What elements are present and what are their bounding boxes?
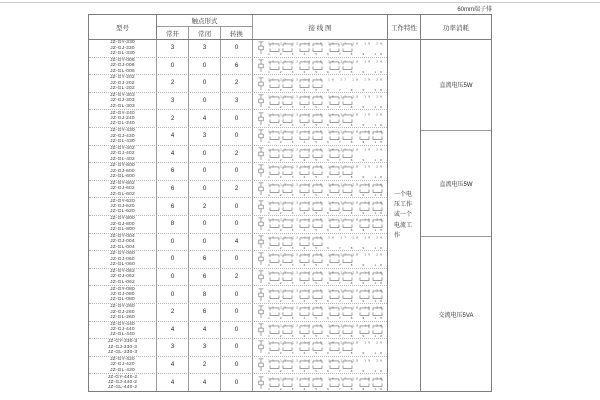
table-row xyxy=(89,145,387,163)
model-name: JZ-GJ-402 xyxy=(110,151,135,157)
changeover-count: 2 xyxy=(220,75,252,92)
model-name: JZ-GY-330 xyxy=(110,40,135,46)
table-row xyxy=(89,127,387,145)
wiring-diagram-cell xyxy=(252,198,387,215)
normally-closed-count: 0 xyxy=(188,93,220,110)
model-name: JZ-GJ-303 xyxy=(110,98,135,104)
model-name: JZ-GY-260 xyxy=(110,304,135,310)
svg-text:1 2 3 4 5 6 7 8 9 10: 1 2 3 4 5 6 7 8 9 10 xyxy=(267,298,382,303)
wiring-diagram-cell xyxy=(252,234,387,251)
normally-open-count: 3 xyxy=(156,339,188,356)
power-consumption-cell: 交流电压5VA xyxy=(421,236,491,391)
model-name: JZ-GL-440 xyxy=(110,332,135,338)
model-name: JZ-GY-420 xyxy=(110,356,135,362)
changeover-count: 0 xyxy=(220,216,252,233)
model-name: JZ-GL-240 xyxy=(110,121,135,127)
svg-text:1 2 3 4 5 6 7 8 9 10: 1 2 3 4 5 6 7 8 9 10 xyxy=(267,369,382,373)
changeover-count: 0 xyxy=(220,40,252,57)
table-row xyxy=(89,285,387,303)
normally-open-count: 2 xyxy=(156,304,188,321)
svg-text:1 2 3 4 5 6 7 8 9 10: 1 2 3 4 5 6 7 8 9 10 xyxy=(267,87,382,92)
model-name: JZ-GY-330-3 xyxy=(107,339,138,345)
model-name: JZ-GL-600 xyxy=(110,174,135,180)
model-name: JZ-GL-062 xyxy=(110,279,135,285)
header-wiring-diagram: 接 线 图 xyxy=(252,15,387,39)
model-name: JZ-GL-420 xyxy=(110,367,135,373)
svg-text:11 12 13 14 15 16 17 18 19 20: 11 12 13 14 15 16 17 18 19 20 xyxy=(267,59,382,64)
model-name: JZ-GJ-202 xyxy=(110,80,135,86)
svg-text:11 12 13 14 15 16 17 18 19 20: 11 12 13 14 15 16 17 18 19 20 xyxy=(267,341,382,346)
model-name: JZ-GL-440-2 xyxy=(107,385,138,391)
model-cell xyxy=(89,58,156,75)
changeover-count: 0 xyxy=(220,374,252,391)
model-cell xyxy=(89,93,156,110)
normally-open-count: 6 xyxy=(156,163,188,180)
model-name: JZ-GY-004 xyxy=(110,233,135,239)
wiring-diagram xyxy=(254,76,387,92)
normally-open-count: 0 xyxy=(156,251,188,268)
svg-text:1 2 3 4 5 6 7 8 9 10: 1 2 3 4 5 6 7 8 9 10 xyxy=(267,140,382,145)
changeover-count: 3 xyxy=(220,93,252,110)
wiring-diagram-cell xyxy=(252,58,387,75)
wiring-diagram-cell xyxy=(252,75,387,92)
header-contact-form: 触点形式 xyxy=(157,15,252,27)
normally-closed-count: 3 xyxy=(188,40,220,57)
power-consumption-cell: 直流电压5W xyxy=(439,83,473,90)
svg-text:1 2 3 4 5 6 7 8 9 10: 1 2 3 4 5 6 7 8 9 10 xyxy=(267,263,382,268)
header-work-characteristic: 工作特性 xyxy=(387,15,420,39)
normally-open-count: 4 xyxy=(156,322,188,339)
table-row xyxy=(89,303,387,321)
wiring-diagram-cell xyxy=(252,163,387,180)
model-name: JZ-GJ-060 xyxy=(110,256,135,262)
changeover-count: 0 xyxy=(220,163,252,180)
top-rule xyxy=(0,2,600,3)
model-name: JZ-GY-600 xyxy=(110,163,135,169)
normally-closed-count: 8 xyxy=(188,286,220,303)
normally-closed-count: 3 xyxy=(188,128,220,145)
model-cell xyxy=(89,339,156,356)
normally-closed-count: 6 xyxy=(188,251,220,268)
model-name: JZ-GY-240 xyxy=(110,110,135,116)
model-name: JZ-GY-440 xyxy=(110,321,135,327)
power-consumption-column xyxy=(420,40,491,391)
model-name: JZ-GY-430 xyxy=(110,128,135,134)
svg-text:11 12 13 14 15 16 17 18 19 20: 11 12 13 14 15 16 17 18 19 20 xyxy=(267,112,382,117)
svg-text:11 12 13 14 15 16 17 18 19 20: 11 12 13 14 15 16 17 18 19 20 xyxy=(267,253,382,258)
model-name: JZ-GL-430 xyxy=(110,138,135,144)
model-cell xyxy=(89,251,156,268)
model-name: JZ-GY-602 xyxy=(110,181,135,186)
model-name: JZ-GL-004 xyxy=(110,244,135,250)
model-cell xyxy=(89,198,156,215)
model-cell xyxy=(89,128,156,145)
svg-text:11 12 13 14 15 16 17 18 19 20: 11 12 13 14 15 16 17 18 19 20 xyxy=(267,77,382,82)
svg-text:11 12 13 14 15 16 17 18 19 20: 11 12 13 14 15 16 17 18 19 20 xyxy=(267,288,382,293)
model-cell xyxy=(89,181,156,198)
wiring-diagram xyxy=(254,375,387,391)
model-name: JZ-GY-402 xyxy=(110,145,135,151)
wiring-diagram-cell xyxy=(252,146,387,163)
wiring-diagram-cell xyxy=(252,128,387,145)
table-row xyxy=(89,92,387,110)
model-cell xyxy=(89,322,156,339)
header-contact-form-group xyxy=(156,15,252,39)
svg-text:1 2 3 4 5 6 7 8 9 10: 1 2 3 4 5 6 7 8 9 10 xyxy=(267,70,382,74)
normally-open-count: 4 xyxy=(156,128,188,145)
wiring-diagram xyxy=(254,58,387,74)
model-name: JZ-GJ-004 xyxy=(110,239,135,245)
wiring-diagram-cell xyxy=(252,216,387,233)
svg-text:11 12 13 14 15 16 17 18 19 20: 11 12 13 14 15 16 17 18 19 20 xyxy=(267,218,382,222)
model-name: JZ-GJ-600 xyxy=(110,168,135,174)
work-characteristic-cell xyxy=(387,40,420,391)
wiring-diagram xyxy=(254,93,387,109)
header-contact-subrow xyxy=(157,27,252,39)
wiring-diagram xyxy=(254,146,387,162)
normally-closed-count: 0 xyxy=(188,163,220,180)
normally-closed-count: 0 xyxy=(188,216,220,233)
normally-closed-count: 6 xyxy=(188,269,220,286)
model-name: JZ-GL-006 xyxy=(110,68,135,74)
svg-text:11 12 13 14 15 16 17 18 19 20: 11 12 13 14 15 16 17 18 19 20 xyxy=(267,94,382,99)
model-cell xyxy=(89,304,156,321)
model-name: JZ-GY-303 xyxy=(110,93,135,99)
table-body xyxy=(89,40,491,391)
model-name: JZ-GL-260 xyxy=(110,314,135,320)
wiring-diagram-cell xyxy=(252,374,387,391)
normally-closed-count: 0 xyxy=(188,181,220,198)
table-row xyxy=(89,74,387,92)
svg-text:11 12 13 14 15 16 17 18 19 20: 11 12 13 14 15 16 17 18 19 20 xyxy=(267,358,382,363)
normally-open-count: 6 xyxy=(156,181,188,198)
wiring-diagram-cell xyxy=(252,93,387,110)
model-name: JZ-GJ-330-3 xyxy=(107,344,138,350)
svg-text:1 2 3 4 5 6 7 8 9 10: 1 2 3 4 5 6 7 8 9 10 xyxy=(267,246,382,250)
wiring-diagram-cell xyxy=(252,181,387,198)
wiring-diagram-cell xyxy=(252,110,387,127)
header-normally-open: 常开 xyxy=(166,30,179,38)
wiring-diagram xyxy=(254,269,387,285)
svg-text:11 12 13 14 15 16 17 18 19 20: 11 12 13 14 15 16 17 18 19 20 xyxy=(267,147,382,152)
model-name: JZ-GJ-430 xyxy=(110,133,135,139)
changeover-count: 2 xyxy=(220,146,252,163)
svg-text:1 2 3 4 5 6 7 8 9 10: 1 2 3 4 5 6 7 8 9 10 xyxy=(267,386,382,391)
wiring-diagram-cell xyxy=(252,286,387,303)
normally-closed-count: 2 xyxy=(188,357,220,374)
svg-text:1 2 3 4 5 6 7 8 9 10: 1 2 3 4 5 6 7 8 9 10 xyxy=(267,228,382,233)
changeover-count: 0 xyxy=(220,110,252,127)
wiring-diagram xyxy=(254,163,387,179)
table-row xyxy=(89,162,387,180)
table-row xyxy=(89,268,387,286)
changeover-count: 2 xyxy=(220,181,252,198)
normally-closed-count: 2 xyxy=(188,198,220,215)
model-cell xyxy=(89,163,156,180)
table-row xyxy=(89,197,387,215)
model-cell xyxy=(89,374,156,391)
normally-open-count: 0 xyxy=(156,58,188,75)
changeover-count: 4 xyxy=(220,234,252,251)
table-row xyxy=(89,338,387,356)
wiring-diagram-cell xyxy=(252,40,387,57)
model-name: JZ-GL-800 xyxy=(110,226,135,232)
svg-text:11 12 13 14 15 16 17 18 19 20: 11 12 13 14 15 16 17 18 19 20 xyxy=(267,182,382,187)
model-name: JZ-GJ-440 xyxy=(110,327,135,333)
model-cell xyxy=(89,286,156,303)
header-changeover: 转换 xyxy=(220,27,252,39)
svg-text:1 2 3 4 5 6 7 8 9 10: 1 2 3 4 5 6 7 8 9 10 xyxy=(267,210,382,215)
changeover-count: 0 xyxy=(220,304,252,321)
table-row xyxy=(89,180,387,198)
normally-open-count: 4 xyxy=(156,374,188,391)
wiring-diagram xyxy=(254,322,387,338)
wiring-diagram-cell xyxy=(252,357,387,374)
model-name: JZ-GJ-080 xyxy=(110,291,135,297)
normally-open-count: 2 xyxy=(156,75,188,92)
model-name: JZ-GJ-602 xyxy=(110,186,135,192)
changeover-count: 0 xyxy=(220,198,252,215)
normally-open-count: 4 xyxy=(156,146,188,163)
normally-open-count: 4 xyxy=(156,357,188,374)
normally-closed-count: 4 xyxy=(188,110,220,127)
header-model: 型号 xyxy=(116,24,129,32)
svg-text:1 2 3 4 5 6 7 8 9 10: 1 2 3 4 5 6 7 8 9 10 xyxy=(267,334,382,338)
table-row xyxy=(89,57,387,75)
wiring-diagram xyxy=(254,339,387,355)
header-normally-closed: 常闭 xyxy=(188,27,220,39)
changeover-count: 0 xyxy=(220,251,252,268)
changeover-count: 0 xyxy=(220,322,252,339)
model-cell xyxy=(89,146,156,163)
svg-text:11 12 13 14 15 16 17 18 19 20: 11 12 13 14 15 16 17 18 19 20 xyxy=(267,376,382,381)
normally-closed-count: 0 xyxy=(188,58,220,75)
wiring-diagram xyxy=(254,40,387,56)
table-row xyxy=(89,109,387,127)
normally-open-count: 0 xyxy=(156,269,188,286)
model-name: JZ-GY-080 xyxy=(110,286,135,292)
power-consumption-cell: 直流电压5W xyxy=(421,130,491,237)
wiring-diagram xyxy=(254,199,387,215)
model-cell xyxy=(89,75,156,92)
model-name: JZ-GY-060 xyxy=(110,251,135,257)
normally-open-count: 3 xyxy=(156,93,188,110)
svg-text:1 2 3 4 5 6 7 8 9 10: 1 2 3 4 5 6 7 8 9 10 xyxy=(267,105,382,110)
model-name: JZ-GL-402 xyxy=(110,156,135,162)
wiring-diagram-cell xyxy=(252,304,387,321)
table-row xyxy=(89,356,387,374)
changeover-count: 0 xyxy=(220,339,252,356)
svg-text:1 2 3 4 5 6 7 8 9 10: 1 2 3 4 5 6 7 8 9 10 xyxy=(267,175,382,180)
normally-open-count: 0 xyxy=(156,286,188,303)
changeover-count: 0 xyxy=(220,128,252,145)
model-name: JZ-GY-620 xyxy=(110,198,135,204)
svg-text:1 2 3 4 5 6 7 8 9 10: 1 2 3 4 5 6 7 8 9 10 xyxy=(267,52,382,57)
svg-text:11 12 13 14 15 16 17 18 19 20: 11 12 13 14 15 16 17 18 19 20 xyxy=(267,235,382,240)
model-name: JZ-GL-303 xyxy=(110,103,135,109)
relay-spec-table xyxy=(88,14,492,392)
wiring-diagram-cell xyxy=(252,322,387,339)
wiring-diagram xyxy=(254,357,387,373)
normally-closed-count: 6 xyxy=(188,304,220,321)
normally-open-count: 0 xyxy=(156,234,188,251)
normally-open-count: 8 xyxy=(156,216,188,233)
normally-closed-count: 0 xyxy=(188,75,220,92)
svg-text:11 12 13 14 15 16 17 18 19 20: 11 12 13 14 15 16 17 18 19 20 xyxy=(267,42,382,46)
model-name: JZ-GY-202 xyxy=(110,75,135,81)
wiring-diagram xyxy=(254,181,387,197)
table-row xyxy=(89,233,387,251)
normally-closed-count: 0 xyxy=(188,234,220,251)
svg-text:11 12 13 14 15 16 17 18 19 20: 11 12 13 14 15 16 17 18 19 20 xyxy=(267,306,382,310)
wiring-diagram xyxy=(254,234,387,250)
wiring-diagram xyxy=(254,111,387,127)
table-row xyxy=(89,250,387,268)
changeover-count: 0 xyxy=(220,357,252,374)
svg-text:1 2 3 4 5 6 7 8 9 10: 1 2 3 4 5 6 7 8 9 10 xyxy=(267,193,382,197)
model-name: JZ-GL-330 xyxy=(110,50,135,56)
wiring-diagram-cell xyxy=(252,339,387,356)
table-row xyxy=(89,40,387,57)
normally-open-count: 6 xyxy=(156,198,188,215)
normally-closed-count: 4 xyxy=(188,374,220,391)
svg-text:1 2 3 4 5 6 7 8 9 10: 1 2 3 4 5 6 7 8 9 10 xyxy=(267,281,382,285)
model-name: JZ-GL-080 xyxy=(110,297,135,303)
wiring-diagram xyxy=(254,128,387,144)
model-name: JZ-GJ-062 xyxy=(110,274,135,280)
model-name: JZ-GJ-800 xyxy=(110,221,135,227)
svg-text:1 2 3 4 5 6 7 8 9 10: 1 2 3 4 5 6 7 8 9 10 xyxy=(267,158,382,162)
normally-open-count: 2 xyxy=(156,110,188,127)
model-name: JZ-GL-202 xyxy=(110,86,135,92)
wiring-diagram xyxy=(254,304,387,320)
model-name: JZ-GJ-330 xyxy=(110,45,135,51)
header-power-consumption: 功率消耗 xyxy=(420,15,491,39)
model-name: JZ-GY-800 xyxy=(110,216,135,222)
table-header xyxy=(89,15,491,40)
model-name: JZ-GL-060 xyxy=(110,262,135,268)
svg-text:1 2 3 4 5 6 7 8 9 10: 1 2 3 4 5 6 7 8 9 10 xyxy=(267,316,382,321)
svg-text:11 12 13 14 15 16 17 18 19 20: 11 12 13 14 15 16 17 18 19 20 xyxy=(267,323,382,328)
svg-text:1 2 3 4 5 6 7 8 9 10: 1 2 3 4 5 6 7 8 9 10 xyxy=(267,351,382,356)
model-name: JZ-GY-062 xyxy=(110,268,135,274)
wiring-diagram xyxy=(254,216,387,232)
wiring-diagram-cell xyxy=(252,251,387,268)
changeover-count: 6 xyxy=(220,58,252,75)
normally-closed-count: 4 xyxy=(188,322,220,339)
model-name: JZ-GY-006 xyxy=(110,57,135,63)
normally-open-count: 3 xyxy=(156,40,188,57)
wiring-diagram xyxy=(254,251,387,267)
model-name: JZ-GL-620 xyxy=(110,209,135,215)
model-name: JZ-GJ-240 xyxy=(110,115,135,121)
model-name: JZ-GY-440-2 xyxy=(107,374,138,380)
wiring-diagram xyxy=(254,287,387,303)
model-name: JZ-GJ-420 xyxy=(110,362,135,368)
normally-closed-count: 0 xyxy=(188,146,220,163)
table-row xyxy=(89,321,387,339)
model-name: JZ-GL-330-3 xyxy=(107,350,138,356)
table-row xyxy=(89,215,387,233)
model-name: JZ-GJ-620 xyxy=(110,203,135,209)
model-cell xyxy=(89,357,156,374)
normally-closed-count: 3 xyxy=(188,339,220,356)
model-name: JZ-GJ-260 xyxy=(110,309,135,315)
wiring-diagram-cell xyxy=(252,269,387,286)
svg-text:11 12 13 14 15 16 17 18 19 20: 11 12 13 14 15 16 17 18 19 20 xyxy=(267,165,382,170)
rows-block xyxy=(89,40,387,391)
svg-text:11 12 13 14 15 16 17 18 19 20: 11 12 13 14 15 16 17 18 19 20 xyxy=(267,130,382,134)
svg-text:11 12 13 14 15 16 17 18 19 20: 11 12 13 14 15 16 17 18 19 20 xyxy=(267,270,382,275)
model-name: JZ-GJ-440-2 xyxy=(107,379,138,385)
model-cell xyxy=(89,40,156,57)
changeover-count: 0 xyxy=(220,286,252,303)
model-cell xyxy=(89,269,156,286)
changeover-count: 2 xyxy=(220,269,252,286)
work-characteristic-text: 一个电压工作或一个电流工作 xyxy=(394,192,413,239)
table-row xyxy=(89,373,387,391)
model-cell xyxy=(89,234,156,251)
model-cell xyxy=(89,216,156,233)
model-name: JZ-GL-602 xyxy=(110,191,135,197)
terminal-size-label: 60mm端子排 xyxy=(457,7,492,13)
svg-text:11 12 13 14 15 16 17 18 19 20: 11 12 13 14 15 16 17 18 19 20 xyxy=(267,200,382,205)
svg-text:1 2 3 4 5 6 7 8 9 10: 1 2 3 4 5 6 7 8 9 10 xyxy=(267,122,382,127)
model-cell xyxy=(89,110,156,127)
model-name: JZ-GJ-006 xyxy=(110,63,135,69)
